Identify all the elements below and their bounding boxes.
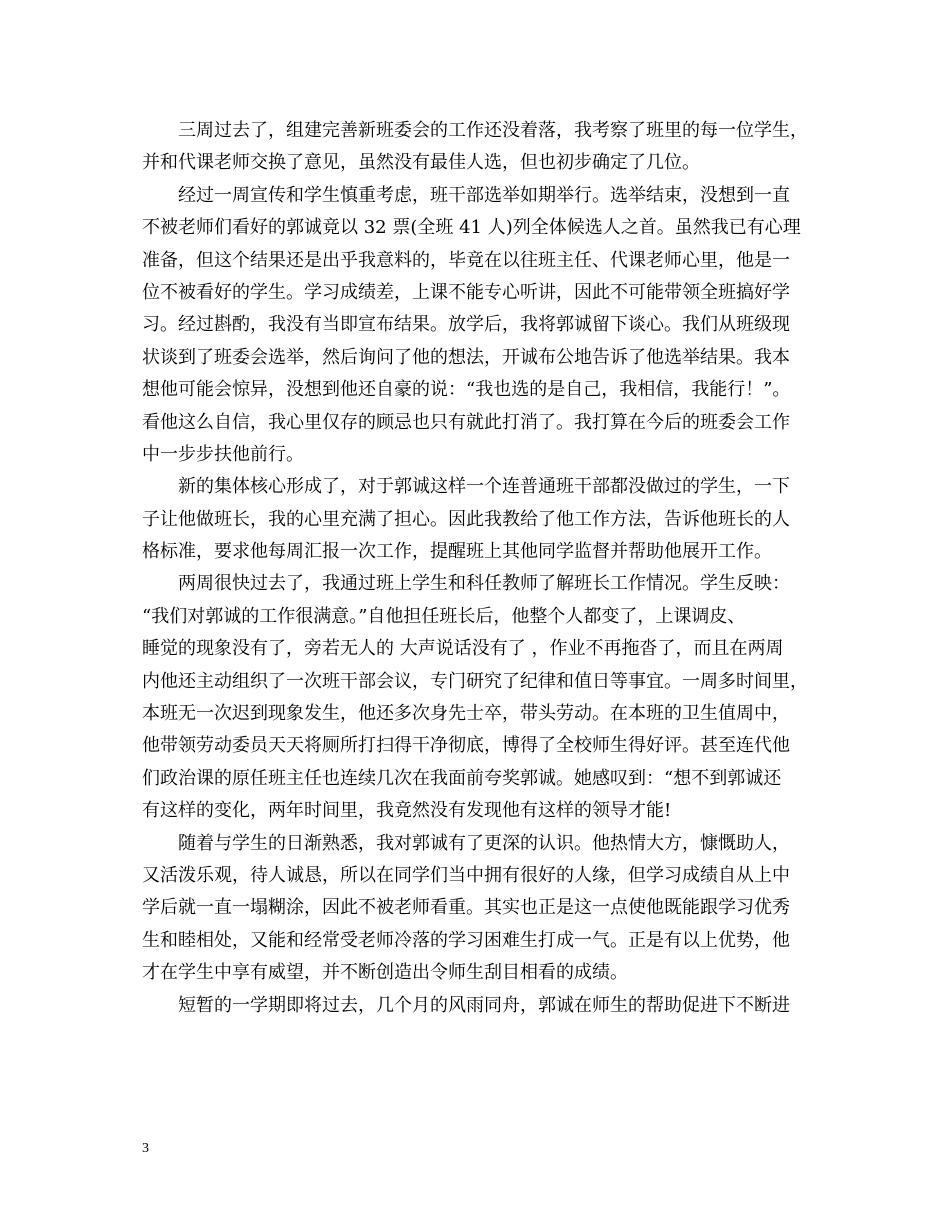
text-line: 学后就一直一塌糊涂，因此不被老师看重。其实也正是这一点使他既能跟学习优秀: [142, 897, 790, 919]
text-line: 经过一周宣传和学生慎重考虑，班干部选举如期举行。选举结束，没想到一直: [178, 184, 790, 206]
text-line: 有这样的变化，两年时间里，我竟然没有发现他有这样的领导才能!: [142, 800, 672, 822]
text-line: 短暂的一学期即将过去，几个月的风雨同舟，郭诚在师生的帮助促进下不断进: [178, 994, 790, 1016]
text-line: 们政治课的原任班主任也连续几次在我面前夸奖郭诚。她感叹到：“想不到郭诚还: [142, 767, 782, 789]
text-line: 生和睦相处，又能和经常受老师冷落的学习困难生打成一气。正是有以上优势，他: [142, 929, 790, 951]
text-line: 状谈到了班委会选举，然后询问了他的想法，开诚布公地告诉了他选举结果。我本: [142, 346, 790, 368]
text-line: 三周过去了，组建完善新班委会的工作还没着落，我考察了班里的每一位学生，: [178, 120, 808, 141]
text-line: 又活泼乐观，待人诚恳，所以在同学们当中拥有很好的人缘，但学习成绩自从上中: [142, 864, 790, 886]
text-line: 内他还主动组织了一次班干部会议，专门研究了纪律和值日等事宜。一周多时间里，: [142, 670, 808, 692]
text-line: 新的集体核心形成了，对于郭诚这样一个连普通班干部都没做过的学生，一下: [178, 476, 790, 498]
text-line: 睡觉的现象没有了，旁若无人的 大声说话没有了 ，作业不再拖沓了，而且在两周: [142, 638, 784, 660]
text-line: 不被老师们看好的郭诚竟以 32 票(全班 41 人)列全体候选人之首。虽然我已有心理: [142, 217, 801, 239]
text-line: 他带领劳动委员天天将厕所打扫得干净彻底，博得了全校师生得好评。甚至连代他: [142, 735, 790, 757]
text-line: 习。经过斟酌，我没有当即宣布结果。放学后，我将郭诚留下谈心。我们从班级现: [142, 314, 790, 336]
text-line: 准备，但这个结果还是出乎我意料的，毕竟在以往班主任、代课老师心里，他是一: [142, 249, 790, 271]
text-line: 才在学生中享有威望，并不断创造出令师生刮目相看的成绩。: [142, 962, 628, 984]
text-line: 看他这么自信，我心里仅存的顾忌也只有就此打消了。我打算在今后的班委会工作: [142, 411, 790, 433]
text-line: 随着与学生的日渐熟悉，我对郭诚有了更深的认识。他热情大方，慷慨助人，: [178, 832, 790, 854]
text-line: 想他可能会惊异，没想到他还自豪的说：“我也选的是自己，我相信，我能行！”。: [142, 379, 791, 401]
page-number: 3: [142, 1141, 149, 1156]
text-line: 两周很快过去了，我通过班上学生和科任教师了解班长工作情况。学生反映：: [178, 573, 790, 595]
text-line: “我们对郭诚的工作很满意。”自他担任班长后，他整个人都变了，上课调皮、: [142, 605, 746, 627]
body-text: [142, 115, 842, 1022]
text-line: 位不被看好的学生。学习成绩差，上课不能专心听讲，因此不可能带领全班搞好学: [142, 281, 790, 303]
text-line: 本班无一次迟到现象发生，他还多次身先士卒，带头劳动。在本班的卫生值周中，: [142, 703, 790, 725]
text-line: 子让他做班长，我的心里充满了担心。因此我教给了他工作方法，告诉他班长的人: [142, 508, 790, 530]
text-line: 格标准，要求他每周汇报一次工作，提醒班上其他同学监督并帮助他展开工作。: [142, 541, 772, 563]
text-line: 中一步步扶他前行。: [142, 443, 304, 465]
text-line: 并和代课老师交换了意见，虽然没有最佳人选，但也初步确定了几位。: [142, 152, 700, 174]
